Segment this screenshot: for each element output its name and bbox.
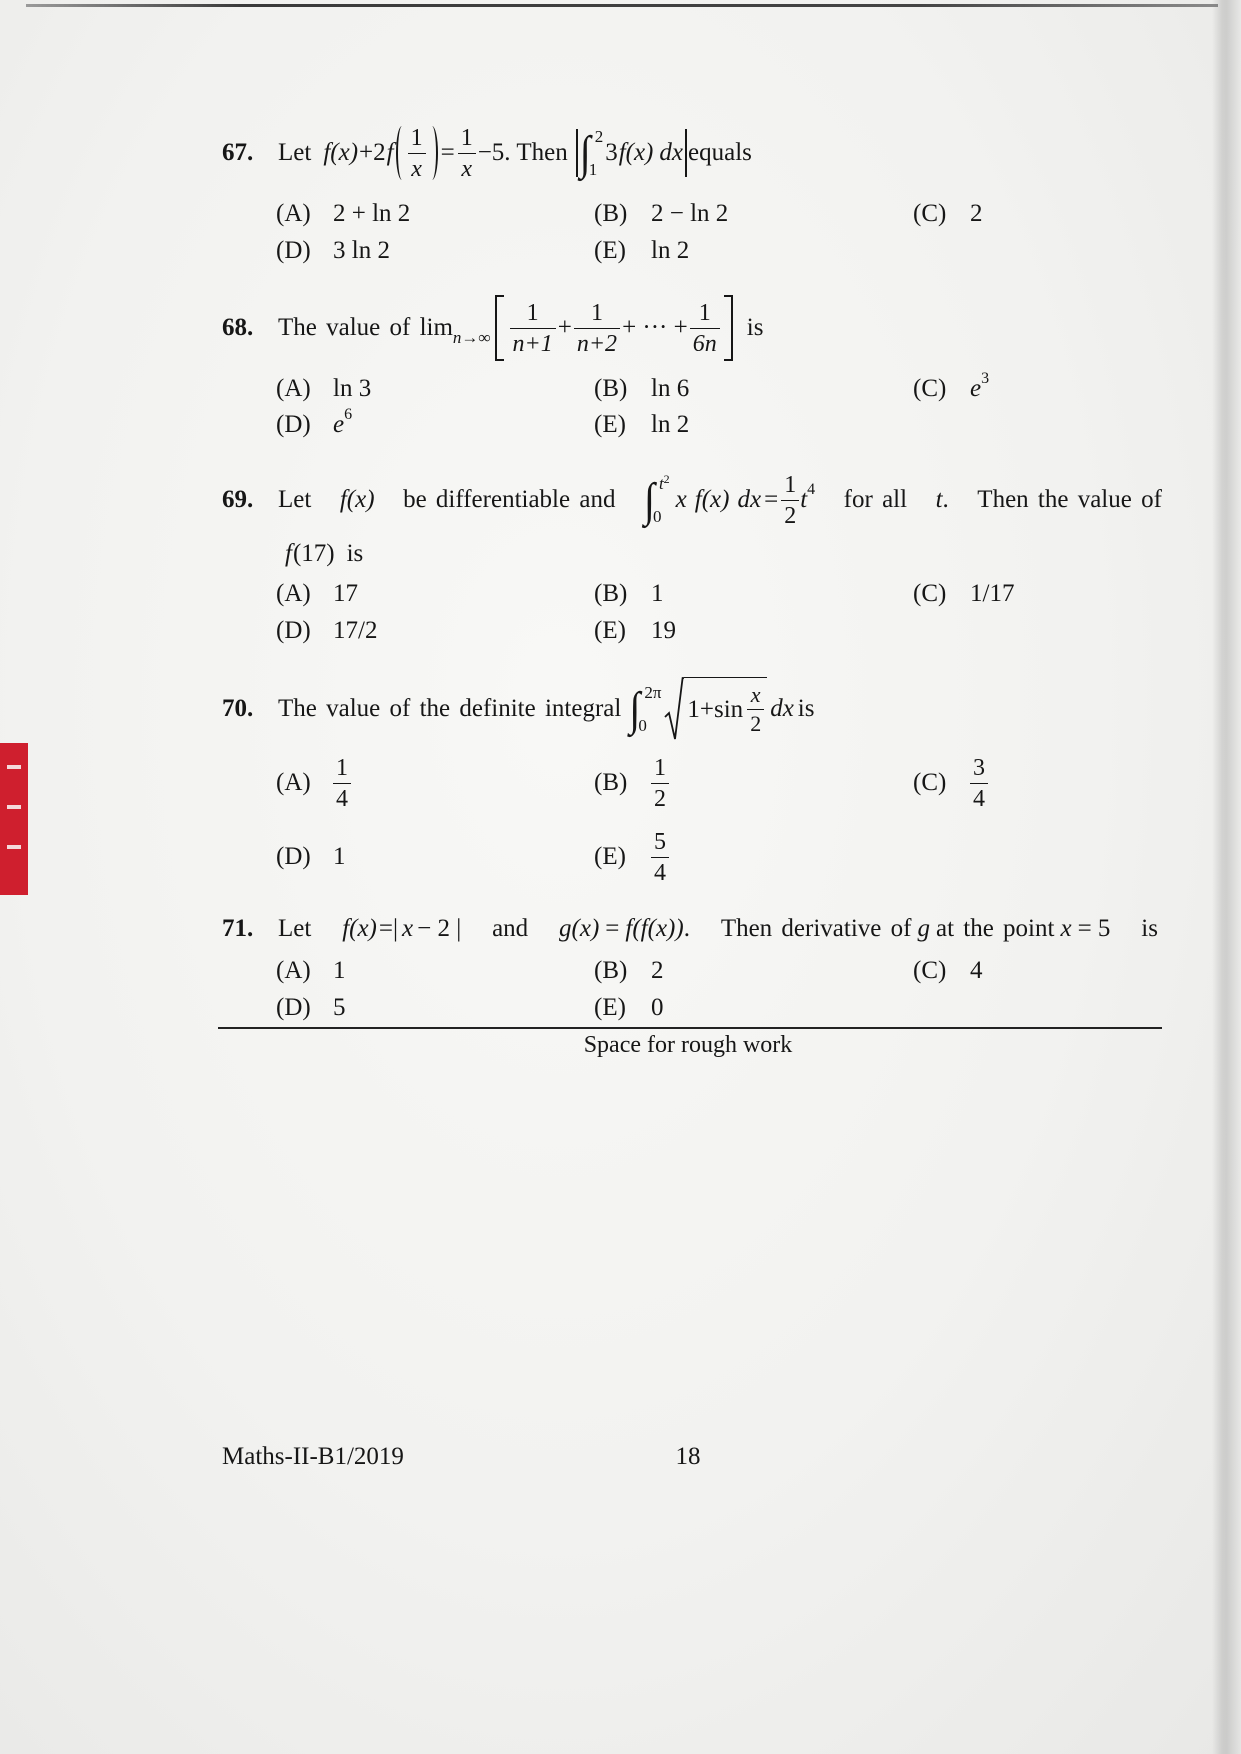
numerator: 1 (336, 754, 348, 781)
option-d (276, 616, 377, 646)
page-number: 18 (675, 1443, 701, 1470)
stem-text: = 5 (1077, 915, 1111, 942)
option-value: 1 (651, 580, 664, 607)
fraction (574, 301, 620, 356)
fraction (781, 473, 799, 528)
operator-text: =| (378, 915, 398, 942)
differential: dx (737, 486, 762, 513)
denominator: 2 (781, 500, 799, 528)
option-exponent: 3 (981, 370, 990, 387)
question-69-stem (278, 470, 1162, 530)
denominator: n+1 (510, 328, 556, 356)
option-fraction (970, 756, 988, 811)
stem-text: is (346, 540, 364, 567)
stem-text: is (797, 695, 815, 722)
plus-sign: + (557, 314, 572, 341)
stem-text: The value of lim (278, 314, 453, 341)
option-value: 3 ln 2 (333, 237, 390, 264)
operator-text: +2 (359, 139, 386, 166)
period: . (683, 915, 690, 942)
numerator: 1 (698, 299, 711, 326)
stem-text: be differentiable and (403, 486, 616, 513)
upper-limit: 2 (594, 127, 604, 146)
numerator: x (750, 682, 761, 707)
radicand-text: 1+sin (687, 695, 744, 723)
variable: t (935, 486, 943, 513)
upper-limit (658, 472, 670, 493)
option-value: 1 (333, 843, 346, 870)
variable: x (675, 486, 687, 513)
stem-text: is (746, 314, 764, 341)
option-b (594, 753, 669, 813)
radicand (684, 677, 767, 741)
option-value: 17 (333, 580, 358, 607)
stem-text: The value of the definite integral (278, 695, 622, 722)
integral-limits (640, 684, 661, 734)
option-value: 5 (333, 994, 346, 1021)
integral-sign: ∫ (629, 681, 641, 735)
left-bracket (495, 295, 504, 361)
integrand: f(x) (618, 139, 654, 166)
option-a (276, 579, 358, 609)
option-e (594, 827, 669, 887)
function-term: g (917, 915, 930, 942)
function-definition (342, 915, 461, 943)
integral-sign: ∫ (643, 472, 655, 526)
upper-limit: 2π (644, 683, 662, 702)
option-label: (C) (913, 957, 947, 984)
option-label: (E) (594, 994, 626, 1021)
option-e (594, 410, 689, 440)
stem-text: Let (278, 915, 312, 942)
fraction (408, 126, 426, 181)
option-value: ln 2 (651, 237, 690, 264)
denominator: 4 (333, 783, 351, 811)
option-label: (B) (594, 200, 628, 227)
denominator: x (408, 153, 426, 181)
option-value: 2 + ln 2 (333, 200, 411, 227)
denominator: 4 (651, 857, 669, 885)
variable: x (402, 915, 414, 942)
option-d (276, 236, 390, 266)
option-label: (D) (276, 843, 311, 870)
option-value: 19 (651, 617, 676, 644)
limit-subscript: n→∞ (452, 327, 491, 347)
question-number: 71. (222, 915, 254, 942)
question-71-stem (278, 914, 1158, 944)
option-value: 4 (970, 957, 983, 984)
option-label: (D) (276, 411, 311, 438)
integrand: f(x) (694, 486, 730, 513)
option-b (594, 374, 689, 404)
horizontal-rule (218, 1027, 1162, 1029)
differential: dx (770, 695, 794, 722)
variable-group (936, 486, 949, 514)
lower-limit: 1 (588, 160, 598, 179)
integral-equation (644, 473, 815, 528)
numerator: 3 (973, 754, 985, 781)
integral-limits (652, 472, 670, 526)
denominator: n+2 (574, 328, 620, 356)
stem-text: −5. Then (477, 139, 568, 166)
function-term: f(x) (323, 139, 359, 166)
fraction (510, 301, 556, 356)
option-b (594, 579, 664, 609)
tab-mark (7, 805, 21, 809)
function-term: f (386, 139, 394, 166)
option-b (594, 199, 728, 229)
question-number: 69. (222, 486, 254, 513)
option-label: (C) (913, 200, 947, 227)
square-root (664, 677, 767, 741)
option-value: ln 2 (651, 411, 690, 438)
numerator: 5 (654, 828, 666, 855)
option-e (594, 616, 676, 646)
option-value: 1/17 (970, 580, 1015, 607)
option-label: (C) (913, 769, 947, 796)
option-a (276, 753, 351, 813)
function-term: f(f(x)) (625, 915, 684, 942)
question-69-stem-line2 (285, 539, 363, 569)
page-top-edge-line (26, 4, 1218, 7)
page-right-edge-shadow (1212, 0, 1241, 1754)
option-exponent: 6 (344, 406, 353, 423)
option-label: (A) (276, 957, 311, 984)
stem-text: Let (278, 139, 312, 166)
option-label: (B) (594, 769, 628, 796)
option-label: (C) (913, 580, 947, 607)
function-term: f (285, 540, 292, 567)
denominator: 6n (690, 328, 720, 356)
equals-sign: = (440, 139, 455, 166)
option-label: (D) (276, 617, 311, 644)
option-c (913, 956, 983, 986)
option-fraction (651, 830, 669, 885)
option-d (276, 827, 346, 887)
option-a (276, 199, 410, 229)
absolute-bar-right (685, 129, 687, 177)
option-label: (B) (594, 580, 628, 607)
option-e (594, 993, 664, 1023)
question-70-stem (278, 674, 814, 744)
option-value: ln 6 (651, 375, 690, 402)
option-d (276, 406, 353, 440)
option-d (276, 993, 346, 1023)
fraction (747, 684, 764, 735)
question-number: 68. (222, 314, 254, 341)
exponent: 4 (807, 481, 816, 498)
stem-text: Then derivative of (720, 915, 912, 942)
option-a (276, 374, 371, 404)
question-68-stem (278, 293, 763, 363)
absolute-bar-left (576, 129, 578, 177)
stem-text: at the point (935, 915, 1055, 942)
option-base: e (333, 411, 345, 438)
tab-mark (7, 765, 21, 769)
option-c (913, 579, 1014, 609)
variable: t (800, 486, 808, 513)
upper-limit-exponent: 2 (663, 472, 670, 486)
numerator: 1 (590, 299, 603, 326)
option-c (913, 199, 983, 229)
question-number: 67. (222, 139, 254, 166)
option-label: (D) (276, 994, 311, 1021)
equals-sign: = (605, 915, 620, 942)
option-value: 1 (333, 957, 346, 984)
fraction (690, 301, 720, 356)
question-number: 70. (222, 695, 254, 722)
integral-sign: ∫ (579, 125, 591, 179)
stem-text: for all (843, 486, 908, 513)
numerator: 1 (654, 754, 666, 781)
integral-limits (588, 127, 604, 179)
option-label: (A) (276, 200, 311, 227)
lower-limit: 0 (638, 716, 647, 735)
equals-sign: = (764, 486, 779, 513)
right-bracket (724, 295, 733, 361)
option-value: 17/2 (333, 617, 378, 644)
question-67-stem (278, 123, 752, 183)
option-fraction (333, 756, 351, 811)
radical-sign-icon (664, 677, 684, 741)
numerator: 1 (460, 124, 473, 151)
option-b (594, 956, 664, 986)
period: . (942, 486, 949, 513)
ellipsis-terms: + ··· + (622, 314, 688, 341)
option-label: (D) (276, 237, 311, 264)
option-label: (C) (913, 375, 947, 402)
option-base: e (970, 375, 982, 402)
stem-text: equals (688, 139, 752, 166)
option-a (276, 956, 346, 986)
option-c (913, 753, 988, 813)
right-paren (426, 126, 438, 180)
stem-text: and (492, 915, 529, 942)
lower-limit: 0 (652, 507, 662, 526)
option-label: (B) (594, 375, 628, 402)
denominator: 4 (970, 783, 988, 811)
function-argument: (17) (292, 540, 335, 567)
option-label: (A) (276, 375, 311, 402)
numerator: 1 (410, 124, 423, 151)
option-label: (E) (594, 843, 626, 870)
option-value: 2 − ln 2 (651, 200, 729, 227)
numerator: 1 (526, 299, 539, 326)
coefficient: 3 (605, 139, 618, 166)
function-term: f(x) (339, 486, 375, 513)
option-value: ln 3 (333, 375, 372, 402)
fraction (458, 126, 476, 181)
option-label: (A) (276, 580, 311, 607)
paper-code: Maths-II-B1/2019 (222, 1443, 404, 1470)
denominator: x (458, 153, 476, 181)
option-label: (B) (594, 957, 628, 984)
option-value: 2 (651, 957, 664, 984)
left-paren (396, 126, 408, 180)
tab-mark (7, 845, 21, 849)
denominator: 2 (747, 709, 764, 735)
option-c (913, 370, 990, 404)
stem-text: is (1141, 915, 1158, 942)
denominator: 2 (651, 783, 669, 811)
function-term: f(x) (342, 915, 377, 942)
option-label: (E) (594, 237, 626, 264)
question-clause (721, 915, 1111, 943)
red-section-tab (0, 743, 28, 895)
option-label: (A) (276, 769, 311, 796)
differential: dx (659, 139, 683, 166)
numerator: 1 (784, 471, 797, 498)
stem-text: Let (278, 486, 312, 513)
option-fraction (651, 756, 669, 811)
function-term: g(x) (559, 915, 600, 942)
option-value: 2 (970, 200, 983, 227)
variable: x (1060, 915, 1072, 942)
composition-definition (559, 915, 690, 943)
rough-work-caption: Space for rough work (583, 1032, 793, 1058)
option-e (594, 236, 689, 266)
option-label: (E) (594, 411, 626, 438)
option-label: (E) (594, 617, 626, 644)
operator-text: − 2 | (417, 915, 462, 942)
stem-text: Then the value of (977, 486, 1162, 513)
upper-limit-base: t (658, 474, 664, 493)
option-value: 0 (651, 994, 664, 1021)
